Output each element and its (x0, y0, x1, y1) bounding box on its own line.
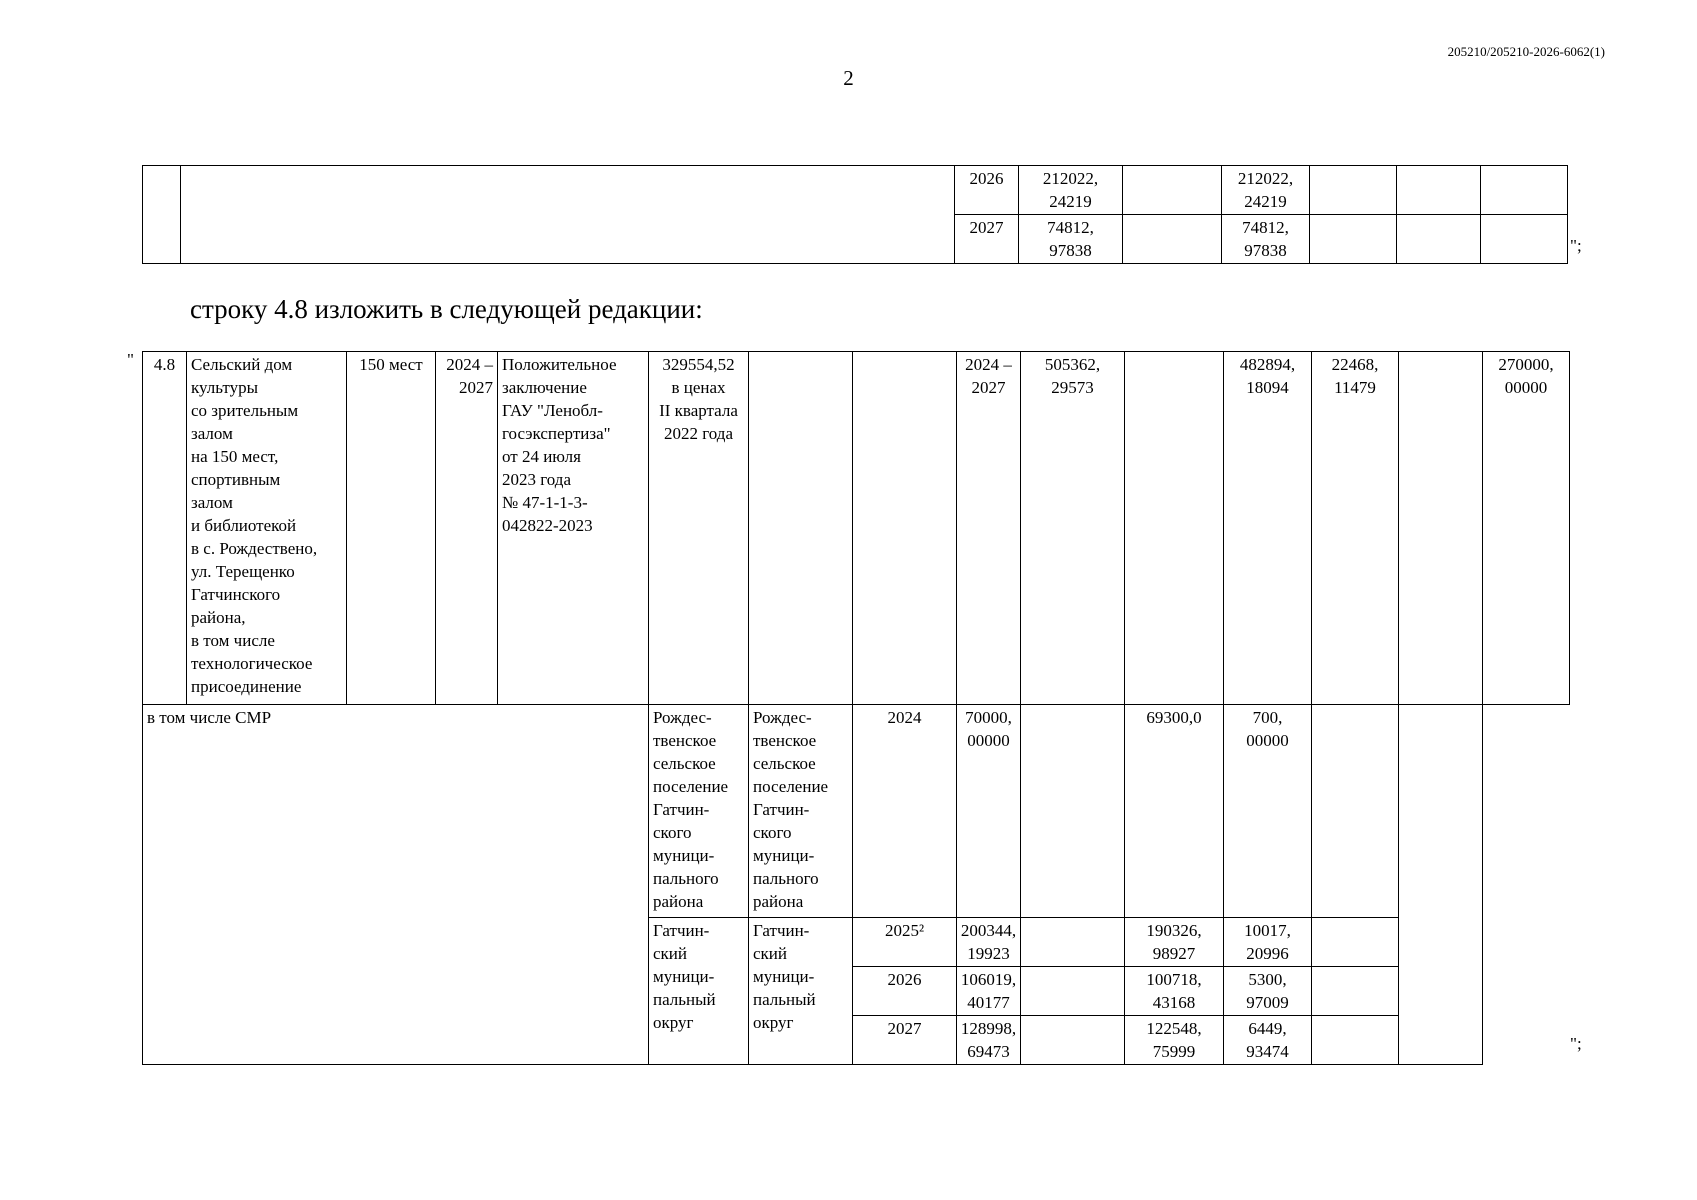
total-cell: 106019, 40177 (957, 967, 1021, 1016)
funding-cell (1312, 1016, 1399, 1065)
total-cell: 200344, 19923 (957, 918, 1021, 967)
expertise-cell: Положительное заключение ГАУ "Ленобл- госэкспертиза" от 24 июля 2023 года № 47-1-1-3- 042822-2023 (498, 352, 649, 705)
funding-cell (1125, 352, 1224, 705)
funding-cell (1021, 705, 1125, 918)
total-cell: 505362, 29573 (1021, 352, 1125, 705)
table-row (143, 705, 1570, 918)
year-cell: 2027 (853, 1016, 957, 1065)
customer-cell: Гатчин- ский муници- пальный округ (649, 918, 749, 1065)
funding-cell (1397, 215, 1481, 264)
funding-cell (1123, 215, 1222, 264)
funding-cell (1021, 918, 1125, 967)
funding-cell: 6449, 93474 (1224, 1016, 1312, 1065)
funding-cell (1481, 215, 1568, 264)
customer-cell: Рождес- твенское сельское поселение Гатчин- ского муници- пального района (649, 705, 749, 918)
empty-cell (749, 352, 853, 705)
funding-cell (1397, 166, 1481, 215)
funding-cell (1312, 705, 1399, 918)
funding-cell: 190326, 98927 (1125, 918, 1224, 967)
opening-quote-mark: " (127, 350, 134, 369)
table-row (143, 166, 1568, 215)
smr-label-cell: в том числе СМР (143, 705, 649, 1065)
funding-cell (1312, 967, 1399, 1016)
year-cell: 2026 (955, 166, 1019, 215)
empty-cell (181, 166, 955, 264)
developer-cell: Рождес- твенское сельское поселение Гатчин- ского муници- пального района (749, 705, 853, 918)
row-number-cell: 4.8 (143, 352, 187, 705)
year-cell: 2024 (853, 705, 957, 918)
year-cell: 2024 – 2027 (957, 352, 1021, 705)
row-4-8-table (142, 351, 1570, 1065)
object-name-cell: Сельский дом культуры со зрительным залом на 150 мест, спортивным залом и библиотекой в с. Рождествено, ул. Терещенко Гатчинского района, в том числе технологическое присоединение (187, 352, 347, 705)
closing-quote-mark: "; (1570, 236, 1582, 255)
page-number: 2 (843, 66, 854, 90)
funding-cell: 122548, 75999 (1125, 1016, 1224, 1065)
table-row (143, 352, 1570, 705)
total-cell: 128998, 69473 (957, 1016, 1021, 1065)
continuation-table (142, 165, 1568, 264)
period-cell: 2024 – 2027 (436, 352, 498, 705)
empty-cell (853, 352, 957, 705)
funding-cell: 212022, 24219 (1222, 166, 1310, 215)
funding-cell: 10017, 20996 (1224, 918, 1312, 967)
funding-cell (1310, 215, 1397, 264)
total-cell: 74812, 97838 (1019, 215, 1123, 264)
funding-cell (1481, 166, 1568, 215)
year-cell: 2027 (955, 215, 1019, 264)
funding-cell (1399, 352, 1483, 705)
closing-quote-mark: "; (1570, 1034, 1582, 1053)
funding-cell (1123, 166, 1222, 215)
year-cell: 2026 (853, 967, 957, 1016)
funding-cell (1399, 705, 1483, 1065)
funding-cell: 74812, 97838 (1222, 215, 1310, 264)
funding-cell (1310, 166, 1397, 215)
funding-cell (1021, 1016, 1125, 1065)
funding-cell: 700, 00000 (1224, 705, 1312, 918)
capacity-cell: 150 мест (347, 352, 436, 705)
total-cell: 212022, 24219 (1019, 166, 1123, 215)
funding-cell: 270000, 00000 (1483, 352, 1570, 705)
funding-cell: 482894, 18094 (1224, 352, 1312, 705)
developer-cell: Гатчин- ский муници- пальный округ (749, 918, 853, 1065)
total-cell: 70000, 00000 (957, 705, 1021, 918)
amendment-instruction: строку 4.8 изложить в следующей редакции: (190, 294, 703, 324)
funding-cell: 100718, 43168 (1125, 967, 1224, 1016)
cost-cell: 329554,52 в ценах II квартала 2022 года (649, 352, 749, 705)
funding-cell (1021, 967, 1125, 1016)
document-registration-number: 205210/205210-2026-6062(1) (1447, 44, 1605, 59)
empty-cell (143, 166, 181, 264)
funding-cell: 22468, 11479 (1312, 352, 1399, 705)
funding-cell: 69300,0 (1125, 705, 1224, 918)
funding-cell (1312, 918, 1399, 967)
year-cell: 2025² (853, 918, 957, 967)
funding-cell: 5300, 97009 (1224, 967, 1312, 1016)
